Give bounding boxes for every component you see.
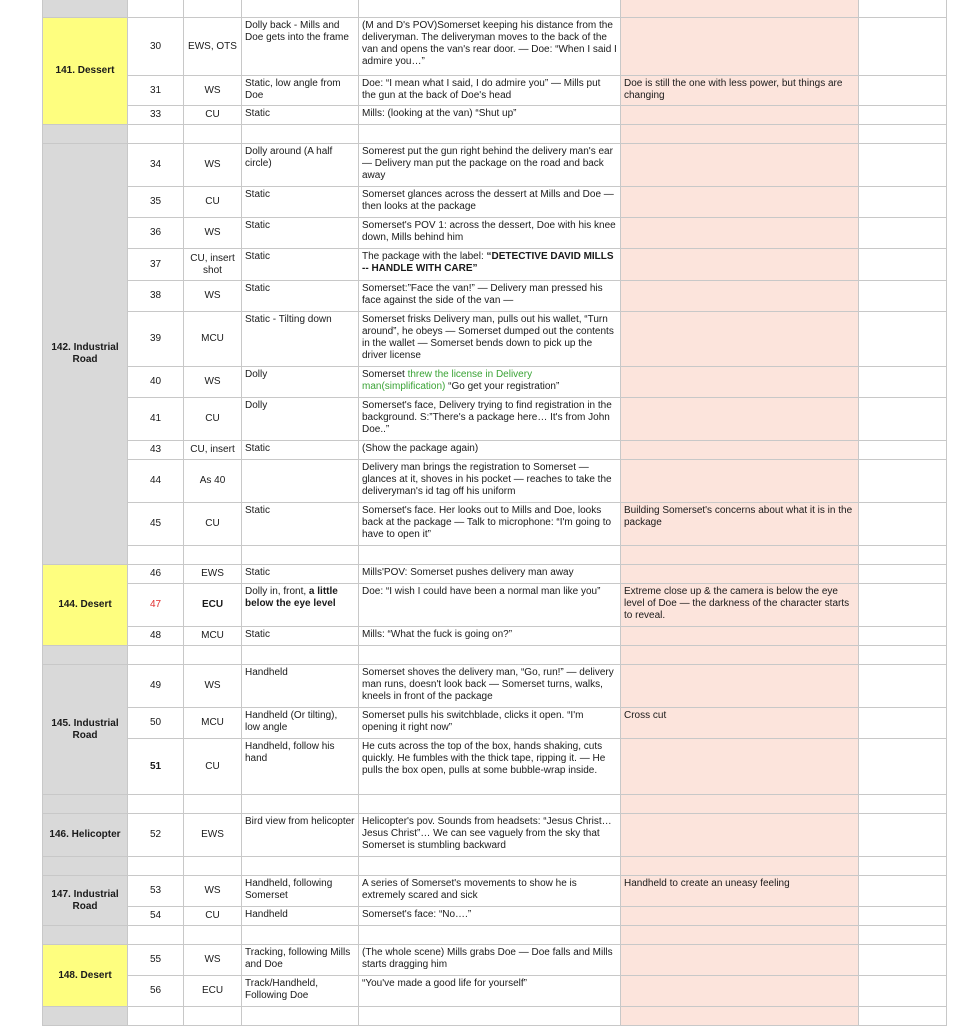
empty-cell	[128, 646, 184, 665]
camera-movement: Handheld (Or tilting), low angle	[242, 708, 359, 739]
empty-cell	[859, 546, 947, 565]
empty-cell	[128, 125, 184, 144]
empty-cell	[859, 976, 947, 1007]
notes-cell	[621, 795, 859, 814]
notes-cell	[621, 249, 859, 281]
empty-cell	[859, 795, 947, 814]
action-text: Mills: “What the fuck is going on?”	[359, 627, 621, 646]
table-row	[43, 503, 947, 546]
notes-cell	[621, 460, 859, 503]
scene-label: 141. Dessert	[43, 18, 128, 125]
action-text: Somerset pulls his switchblade, clicks it open. “I'm opening it right now”	[359, 708, 621, 739]
empty-cell	[242, 857, 359, 876]
notes-cell	[621, 857, 859, 876]
empty-cell	[184, 857, 242, 876]
empty-cell	[859, 0, 947, 18]
camera-movement: Handheld	[242, 907, 359, 926]
camera-movement: Static	[242, 281, 359, 312]
empty-cell	[859, 18, 947, 76]
camera-movement: Static	[242, 106, 359, 125]
empty-cell	[859, 584, 947, 627]
shot-number: 49	[128, 665, 184, 708]
shot-number: 44	[128, 460, 184, 503]
empty-cell	[859, 187, 947, 218]
gap-row	[43, 857, 947, 876]
table-row	[43, 218, 947, 249]
camera-movement	[242, 584, 359, 627]
camera-movement: Static	[242, 441, 359, 460]
shot-number: 56	[128, 976, 184, 1007]
empty-cell	[242, 646, 359, 665]
notes-cell	[621, 367, 859, 398]
camera-movement: Dolly back - Mills and Doe gets into the frame	[242, 18, 359, 76]
action-text: Somerset's POV 1: across the dessert, Doe with his knee down, Mills behind him	[359, 218, 621, 249]
scene-label: 144. Desert	[43, 565, 128, 646]
action-text: (M and D's POV)Somerset keeping his distance from the deliveryman. The deliveryman moves to the back of the van and opens the van's rear door. — Doe: “When I said I admire you…”	[359, 18, 621, 76]
table-row	[43, 976, 947, 1007]
camera-movement: Static	[242, 249, 359, 281]
action-text: Somerest put the gun right behind the delivery man's ear — Delivery man put the package on the road and back away	[359, 144, 621, 187]
empty-cell	[184, 1007, 242, 1026]
shot-number: 35	[128, 187, 184, 218]
shot-size: MCU	[184, 627, 242, 646]
empty-cell	[359, 926, 621, 945]
notes-cell: Extreme close up & the camera is below the eye level of Doe — the darkness of the character starts to reveal.	[621, 584, 859, 627]
action-text: “You've made a good life for yourself”	[359, 976, 621, 1007]
shot-size: CU	[184, 739, 242, 795]
notes-cell	[621, 646, 859, 665]
scene-label: 145. Industrial Road	[43, 665, 128, 795]
camera-movement: Static	[242, 187, 359, 218]
empty-cell	[859, 144, 947, 187]
empty-cell	[359, 795, 621, 814]
table-row	[43, 367, 947, 398]
shot-size: MCU	[184, 312, 242, 367]
notes-cell	[621, 398, 859, 441]
shot-size: CU	[184, 106, 242, 125]
action-text: He cuts across the top of the box, hands shaking, cuts quickly. He fumbles with the thick tape, ripping it. — He pulls the box open, pulls at some bubble-wrap inside.	[359, 739, 621, 795]
notes-cell	[621, 125, 859, 144]
notes-cell	[621, 18, 859, 76]
shot-number: 38	[128, 281, 184, 312]
camera-movement: Static, low angle from Doe	[242, 76, 359, 106]
empty-cell	[859, 945, 947, 976]
empty-cell	[359, 1007, 621, 1026]
empty-cell	[128, 0, 184, 18]
scene-cell	[43, 646, 128, 665]
package-label-text: “DETECTIVE DAVID MILLS -- HANDLE WITH CARE”	[362, 251, 614, 274]
empty-cell	[128, 926, 184, 945]
empty-cell	[859, 441, 947, 460]
table-row	[43, 565, 947, 584]
shot-size: CU, insert shot	[184, 249, 242, 281]
notes-cell	[621, 814, 859, 857]
shot-number: 43	[128, 441, 184, 460]
shot-size: WS	[184, 665, 242, 708]
shot-size: WS	[184, 367, 242, 398]
table-row	[43, 312, 947, 367]
gap-row	[43, 926, 947, 945]
scene-label: 146. Helicopter	[43, 814, 128, 857]
gap-row	[43, 0, 947, 18]
empty-cell	[859, 281, 947, 312]
empty-cell	[184, 125, 242, 144]
shot-number: 53	[128, 876, 184, 907]
empty-cell	[859, 814, 947, 857]
shot-number: 50	[128, 708, 184, 739]
camera-movement: Static	[242, 503, 359, 546]
notes-cell	[621, 441, 859, 460]
simplification-note: threw the license in Delivery man(simplification)	[362, 369, 533, 392]
notes-cell	[621, 665, 859, 708]
empty-cell	[859, 249, 947, 281]
notes-cell	[621, 0, 859, 18]
action-text	[359, 249, 621, 281]
action-text: Somerset:”Face the van!” — Delivery man pressed his face against the side of the van —	[359, 281, 621, 312]
table-row	[43, 876, 947, 907]
action-text: (Show the package again)	[359, 441, 621, 460]
gap-row	[43, 795, 947, 814]
shot-size: ECU	[184, 976, 242, 1007]
gap-row	[43, 646, 947, 665]
notes-cell	[621, 218, 859, 249]
empty-cell	[184, 646, 242, 665]
action-prefix: Somerset	[362, 369, 408, 380]
shot-size: ECU	[184, 584, 242, 627]
notes-cell	[621, 281, 859, 312]
empty-cell	[859, 460, 947, 503]
camera-movement: Static	[242, 218, 359, 249]
empty-cell	[859, 708, 947, 739]
shot-number: 33	[128, 106, 184, 125]
empty-cell	[859, 627, 947, 646]
shot-size: CU	[184, 907, 242, 926]
shot-number: 34	[128, 144, 184, 187]
shot-number: 47	[128, 584, 184, 627]
action-text: Doe: “I wish I could have been a normal man like you”	[359, 584, 621, 627]
action-text	[359, 367, 621, 398]
camera-movement: Static	[242, 627, 359, 646]
empty-cell	[128, 857, 184, 876]
empty-cell	[859, 106, 947, 125]
shot-list-table	[42, 0, 947, 1026]
notes-cell	[621, 945, 859, 976]
table-row	[43, 398, 947, 441]
camera-movement: Bird view from helicopter	[242, 814, 359, 857]
action-text: Doe: “I mean what I said, I do admire you” — Mills put the gun at the back of Doe's head	[359, 76, 621, 106]
camera-movement: Handheld	[242, 665, 359, 708]
shot-size: CU	[184, 503, 242, 546]
table-row	[43, 584, 947, 627]
shot-size: WS	[184, 876, 242, 907]
table-row	[43, 627, 947, 646]
scene-label: 147. Industrial Road	[43, 876, 128, 926]
empty-cell	[242, 0, 359, 18]
table-row	[43, 460, 947, 503]
shot-size: WS	[184, 218, 242, 249]
notes-cell	[621, 144, 859, 187]
empty-cell	[242, 1007, 359, 1026]
empty-cell	[859, 565, 947, 584]
shot-size: MCU	[184, 708, 242, 739]
action-text: Somerset glances across the dessert at Mills and Doe — then looks at the package	[359, 187, 621, 218]
empty-cell	[359, 0, 621, 18]
action-text: Mills: (looking at the van) “Shut up”	[359, 106, 621, 125]
table-row	[43, 187, 947, 218]
empty-cell	[128, 1007, 184, 1026]
scene-cell	[43, 125, 128, 144]
action-text: Mills'POV: Somerset pushes delivery man away	[359, 565, 621, 584]
action-suffix: “Go get your registration”	[445, 381, 560, 392]
notes-cell	[621, 312, 859, 367]
action-prefix: The package with the label:	[362, 251, 487, 262]
empty-cell	[128, 795, 184, 814]
empty-cell	[859, 1007, 947, 1026]
empty-cell	[859, 857, 947, 876]
empty-cell	[128, 546, 184, 565]
scene-cell	[43, 1007, 128, 1026]
table-row	[43, 739, 947, 795]
camera-movement: Tracking, following Mills and Doe	[242, 945, 359, 976]
scene-cell	[43, 857, 128, 876]
empty-cell	[859, 665, 947, 708]
camera-movement: Dolly	[242, 367, 359, 398]
empty-cell	[859, 367, 947, 398]
action-text: Somerset frisks Delivery man, pulls out his wallet, “Turn around”, he obeys — Somerset dumped out the contents in the wallet — Somerset bends down to pick up the driver license	[359, 312, 621, 367]
shot-number: 52	[128, 814, 184, 857]
gap-row	[43, 125, 947, 144]
action-text: Helicopter's pov. Sounds from headsets: “Jesus Christ… Jesus Christ”… We can see vaguely from the sky that Somerset is stumbling backward	[359, 814, 621, 857]
empty-cell	[859, 646, 947, 665]
camera-movement: Dolly around (A half circle)	[242, 144, 359, 187]
notes-cell: Building Somerset's concerns about what it is in the package	[621, 503, 859, 546]
empty-cell	[859, 312, 947, 367]
shot-size: EWS	[184, 565, 242, 584]
notes-cell	[621, 739, 859, 795]
shot-size: CU	[184, 187, 242, 218]
shot-number: 40	[128, 367, 184, 398]
camera-movement: Static - Tilting down	[242, 312, 359, 367]
notes-cell	[621, 187, 859, 218]
empty-cell	[184, 0, 242, 18]
empty-cell	[859, 907, 947, 926]
camera-movement	[242, 460, 359, 503]
notes-cell	[621, 565, 859, 584]
empty-cell	[859, 739, 947, 795]
scene-label: 142. Industrial Road	[43, 144, 128, 565]
table-row	[43, 281, 947, 312]
action-text: (The whole scene) Mills grabs Doe — Doe falls and Mills starts dragging him	[359, 945, 621, 976]
shot-number: 41	[128, 398, 184, 441]
empty-cell	[359, 125, 621, 144]
shot-size: WS	[184, 945, 242, 976]
empty-cell	[184, 546, 242, 565]
shot-size: CU, insert	[184, 441, 242, 460]
camera-movement: Handheld, follow his hand	[242, 739, 359, 795]
table-row	[43, 76, 947, 106]
empty-cell	[359, 857, 621, 876]
camera-movement: Handheld, following Somerset	[242, 876, 359, 907]
table-row	[43, 708, 947, 739]
shot-number: 39	[128, 312, 184, 367]
shot-number: 31	[128, 76, 184, 106]
empty-cell	[859, 926, 947, 945]
shot-size: As 40	[184, 460, 242, 503]
empty-cell	[359, 546, 621, 565]
scene-label: 148. Desert	[43, 945, 128, 1007]
shot-size: WS	[184, 76, 242, 106]
notes-cell	[621, 546, 859, 565]
notes-cell	[621, 926, 859, 945]
empty-cell	[859, 218, 947, 249]
shot-number: 36	[128, 218, 184, 249]
table-row	[43, 945, 947, 976]
empty-cell	[859, 76, 947, 106]
empty-cell	[859, 876, 947, 907]
empty-cell	[184, 926, 242, 945]
table-row	[43, 814, 947, 857]
shot-number: 45	[128, 503, 184, 546]
empty-cell	[242, 795, 359, 814]
shot-number: 37	[128, 249, 184, 281]
table-row	[43, 249, 947, 281]
action-text: Delivery man brings the registration to Somerset — glances at it, shoves in his pocket — reaches to take the deliveryman's id tag off his uniform	[359, 460, 621, 503]
notes-cell: Cross cut	[621, 708, 859, 739]
action-text: A series of Somerset's movements to show he is extremely scared and sick	[359, 876, 621, 907]
table-row	[43, 665, 947, 708]
action-text: Somerset's face: “No….”	[359, 907, 621, 926]
shot-number: 51	[128, 739, 184, 795]
empty-cell	[859, 398, 947, 441]
notes-cell	[621, 627, 859, 646]
shot-size: EWS, OTS	[184, 18, 242, 76]
shot-number: 30	[128, 18, 184, 76]
movement-prefix: Dolly in, front,	[245, 586, 309, 597]
shot-number: 54	[128, 907, 184, 926]
empty-cell	[242, 125, 359, 144]
notes-cell	[621, 106, 859, 125]
notes-cell	[621, 1007, 859, 1026]
table-row	[43, 106, 947, 125]
shot-size: WS	[184, 281, 242, 312]
action-text: Somerset's face, Delivery trying to find registration in the background. S:”There's a package here… It's from John Doe..”	[359, 398, 621, 441]
shot-number: 55	[128, 945, 184, 976]
notes-cell: Doe is still the one with less power, but things are changing	[621, 76, 859, 106]
gap-row	[43, 1007, 947, 1026]
notes-cell: Handheld to create an uneasy feeling	[621, 876, 859, 907]
notes-cell	[621, 976, 859, 1007]
empty-cell	[859, 125, 947, 144]
empty-cell	[242, 926, 359, 945]
empty-cell	[359, 646, 621, 665]
empty-cell	[184, 795, 242, 814]
table-row	[43, 907, 947, 926]
eye-level-note: a little below the eye level	[245, 586, 338, 609]
table-row	[43, 18, 947, 76]
gap-row	[43, 546, 947, 565]
action-text: Somerset's face. Her looks out to Mills and Doe, looks back at the package — Talk to microphone: “I'm going to have to open it”	[359, 503, 621, 546]
empty-cell	[242, 546, 359, 565]
scene-cell	[43, 795, 128, 814]
table-row	[43, 441, 947, 460]
shot-number: 48	[128, 627, 184, 646]
shot-size: WS	[184, 144, 242, 187]
empty-cell	[859, 503, 947, 546]
scene-cell	[43, 926, 128, 945]
action-text: Somerset shoves the delivery man, “Go, run!” — delivery man runs, doesn't look back — Somerset turns, walks, kneels in front of the package	[359, 665, 621, 708]
camera-movement: Static	[242, 565, 359, 584]
camera-movement: Dolly	[242, 398, 359, 441]
shot-size: CU	[184, 398, 242, 441]
shot-number: 46	[128, 565, 184, 584]
camera-movement: Track/Handheld, Following Doe	[242, 976, 359, 1007]
scene-cell	[43, 0, 128, 18]
table-row	[43, 144, 947, 187]
notes-cell	[621, 907, 859, 926]
shot-size: EWS	[184, 814, 242, 857]
